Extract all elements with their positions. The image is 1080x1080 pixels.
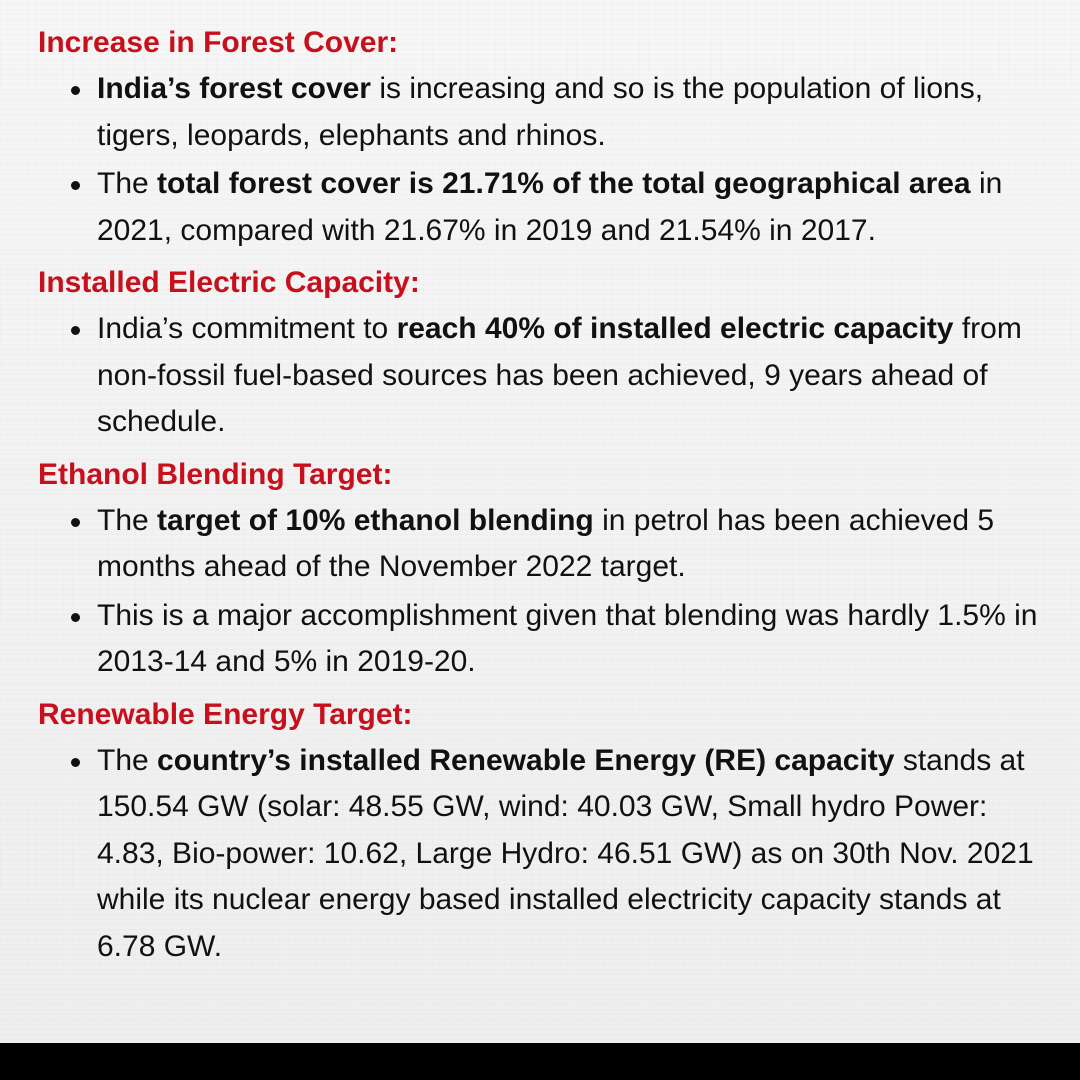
section-forest-cover — [38, 26, 1040, 254]
body-text: is increasing and so is the population of lions, tigers, leopards, elephants and rhinos. — [97, 72, 984, 152]
body-text: The — [97, 167, 158, 200]
body-text: from non-fossil fuel-based sources has been achieved, 9 years ahead of schedule. — [97, 312, 1022, 438]
bullet-dot-icon — [71, 326, 80, 335]
bullet-list — [38, 66, 1040, 254]
bullet-dot-icon — [71, 758, 80, 767]
bullet-list — [38, 306, 1040, 446]
section-renewable-energy — [38, 698, 1040, 971]
list-item — [38, 593, 1040, 686]
body-text: India’s commitment to — [97, 312, 397, 345]
bold-text: reach 40% of installed electric capacity — [396, 312, 954, 345]
body-text: This is a major accomplishment given that blending was hardly 1.5% in 2013-14 and 5% in 2019-20. — [97, 598, 1038, 678]
list-item — [38, 66, 1040, 159]
body-text: stands at 150.54 GW (solar: 48.55 GW, wind: 40.03 GW, Small hydro Power: 4.83, Bio-power: 10.62, Large Hydro: 46.51 GW) as on 30th Nov. 2021 while its nuclear energy based installed electricity capacity stands at 6.78 GW. — [97, 743, 1034, 963]
section-heading: Ethanol Blending Target: — [38, 457, 393, 491]
body-text: The — [97, 743, 158, 777]
bullet-dot-icon — [71, 613, 80, 622]
list-item — [38, 498, 1040, 591]
body-text: The — [97, 503, 158, 537]
bold-text: total forest cover is 21.71% of the total geographical area — [157, 167, 971, 200]
section-heading: Increase in Forest Cover: — [38, 26, 399, 59]
section-electric-capacity — [38, 266, 1040, 446]
list-item — [38, 306, 1040, 446]
bold-text: target of 10% ethanol blending — [157, 503, 594, 537]
bullet-dot-icon — [71, 86, 80, 95]
section-ethanol-blending — [38, 458, 1040, 686]
footer-bar — [0, 1043, 1080, 1080]
section-heading: Renewable Energy Target: — [38, 697, 413, 731]
bold-text: country’s installed Renewable Energy (RE) capacity — [157, 743, 895, 777]
list-item — [38, 738, 1040, 971]
body-text: in 2021, compared with 21.67% in 2019 and 21.54% in 2017. — [97, 167, 1003, 247]
bold-text: India’s forest cover — [97, 72, 371, 105]
body-text: in petrol has been achieved 5 months ahead of the November 2022 target. — [97, 503, 995, 583]
bullet-list — [38, 498, 1040, 686]
list-item — [38, 161, 1040, 254]
bullet-list — [38, 738, 1040, 971]
section-heading: Installed Electric Capacity: — [38, 266, 420, 299]
bullet-dot-icon — [71, 181, 80, 190]
bullet-dot-icon — [71, 518, 80, 527]
